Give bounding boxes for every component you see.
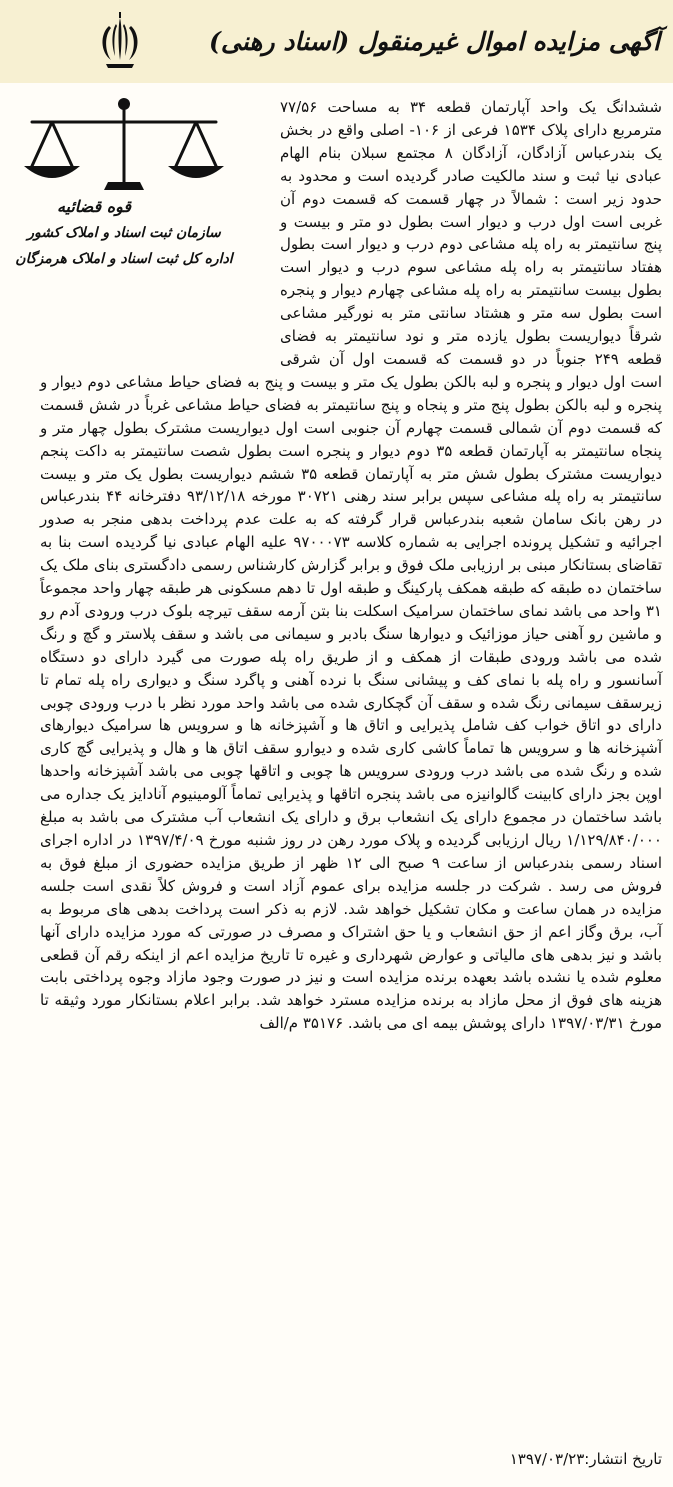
publication-date: تاریخ انتشار:۱۳۹۷/۰۳/۲۳ xyxy=(509,1450,662,1468)
logo-spacer xyxy=(40,96,280,366)
notice-body-container xyxy=(40,96,662,1035)
notice-body: ششدانگ یک واحد آپارتمان قطعه ۳۴ به مساحت ۷۷/۵۶ مترمربع دارای پلاک ۱۵۳۴ فرعی از ۱۰۶- اصلی واقع در بخش یک بندرعباس آزادگان، آزادگان ۸ مجتمع سبلان بنام الهام عبادی نیا ثبت و سند مالکیت صادر گردیده است و محدود به حدود زیر است : شمالاً در چهار قسمت که قسمت دوم آن غربی است اول درب و دیوار است بطول دو متر و بیست و پنج سانتیمتر به راه پله مشاعی دوم درب و دیوار است بطول هفتاد سانتیمتر به راه پله مشاعی سوم درب و دیوار است بطول بیست سانتیمتر به راه پله مشاعی چهارم دیوار و پنجره است بطول سه متر و هشتاد سانتی متر به نورگیر مشاعی شرقاً دیواریست بطول یازده متر و نود سانتیمتر به فضای قطعه ۲۴۹ جنوباً در دو قسمت که قسمت اول آن شرقی است اول دیوار و پنجره و لبه بالکن بطول یک متر و بیست و پنج به فضای حیاط مشاعی دوم دیوار و پنجره و لبه بالکن بطول پنج متر و پنجاه و پنج سانتیمتر به فضای حیاط مشاعی غرباً در شش قسمت که قسمت دوم آن شمالی قسمت چهارم آن جنوبی است اول دیواریست مشترک بطول چهار متر و پنجاه سانتیمتر به آپارتمان قطعه ۳۵ دوم دیوار و پنجره است بطول شصت سانتیمتر به داکت پنجم دیواریست مشترک بطول شش متر به آپارتمان قطعه ۳۵ ششم دیواریست بطول یک متر و بیست سانتیمتر به راه پله مشاعی سپس برابر سند رهنی ۳۰۷۲۱ مورخه ۹۳/۱۲/۱۸ دفترخانه ۴۴ بندرعباس در رهن بانک سامان شعبه بندرعباس قرار گرفته که به علت عدم پرداخت بدهی منجر به صدور اجرائیه و تشکیل پرونده اجرایی به شماره کلاسه ۹۷۰۰۰۷۳ علیه الهام عبادی نیا گردیده است بنا به تقاضای بستانکار مبنی بر ارزیابی ملک فوق و برابر گزارش کارشناس رسمی دادگستری بنای ملک یک ساختمان ده طبقه که طبقه همکف پارکینگ و طبقه اول تا دهم مسکونی هر طبقه چهار واحد مجموعاً ۳۱ واحد می باشد نمای ساختمان سرامیک اسکلت بنا بتن آرمه سقف تیرچه بلوک درب ورودی آدم رو و ماشین رو آهنی حیاز موزائیک و دیوارها سنگ بادبر و سیمانی می باشد و سقف پلاستر و گچ و رنگ شده می باشد ورودی طبقات از همکف و از طریق راه پله صورت می گیرد دارای دو دستگاه آسانسور و راه پله با نمای کف و پیشانی سنگ با نرده آهنی و پاگرد سنگ و دیواری راه پله تمام تا زیرسقف سیمانی رنگ شده و سقف آن گچکاری شده می باشد واحد مورد نظر با درب ورودی چوبی دارای دو اتاق خواب کف شامل پذیرایی و اتاق ها و آشپزخانه ها و سرویس ها سرامیک دیوارهای آشپزخانه ها و سرویس ها تماماً کاشی کاری شده و دیوارو سقف اتاق ها و هال و پذیرایی گچ کاری شده و رنگ شده می باشد درب ورودی سرویس ها چوبی و اتاقها چوبی می باشد آشپزخانه واحدها اوپن بجز دارای کابینت گالوانیزه می باشد پنجره اتاقها و پذیرایی تماماً آلومینیوم آنادایز یک جداره می باشد ساختمان در مجموع دارای یک انشعاب برق و دارای یک انشعاب آب مشترک می باشد به مبلغ ۱/۱۲۹/۸۴۰/۰۰۰ ریال ارزیابی گردیده و پلاک مورد رهن در روز شنبه مورخ ۱۳۹۷/۴/۰۹ در اداره اجرای اسناد رسمی بندرعباس از ساعت ۹ صبح الی ۱۲ ظهر از طریق مزایده حضوری از مبلغ فوق به فروش می رسد . شرکت در جلسه مزایده برای عموم آزاد است و فروش کلاً نقدی است جلسه مزایده در همان ساعت و مکان تشکیل خواهد شد. لازم به ذکر است پرداخت بدهی های مربوط به آب، برق وگاز اعم از حق انشعاب و یا حق اشتراک و مصرف در صورتی که مورد مزایده دارای آنها باشد و نیز بدهی های مالیاتی و عوارض شهرداری و غیره تا تاریخ مزایده اعم از اینکه رقم آن قطعی معلوم شده یا نشده باشد بعهده برنده مزایده است و نیز در صورت وجود مازاد وجوه پرداختی بابت هزینه های فوق از محل مازاد به برنده مزایده مسترد خواهد شد. برابر اعلام بستانکار مورد وثیقه تا مورخ ۱۳۹۷/۰۳/۳۱ دارای پوشش بیمه ای می باشد. ۳۵۱۷۶ م/الف xyxy=(40,98,662,1033)
iran-emblem-icon xyxy=(82,8,158,84)
province-office-label: اداره کل ثبت اسناد و املاک هرمزگان xyxy=(15,251,233,267)
judiciary-label: قوه قضائیه xyxy=(56,197,132,216)
notice-title: آگهی مزایده اموال غیرمنقول (اسناد رهنی) xyxy=(209,27,660,56)
registration-org-label: سازمان ثبت اسناد و املاک کشور xyxy=(27,225,221,241)
